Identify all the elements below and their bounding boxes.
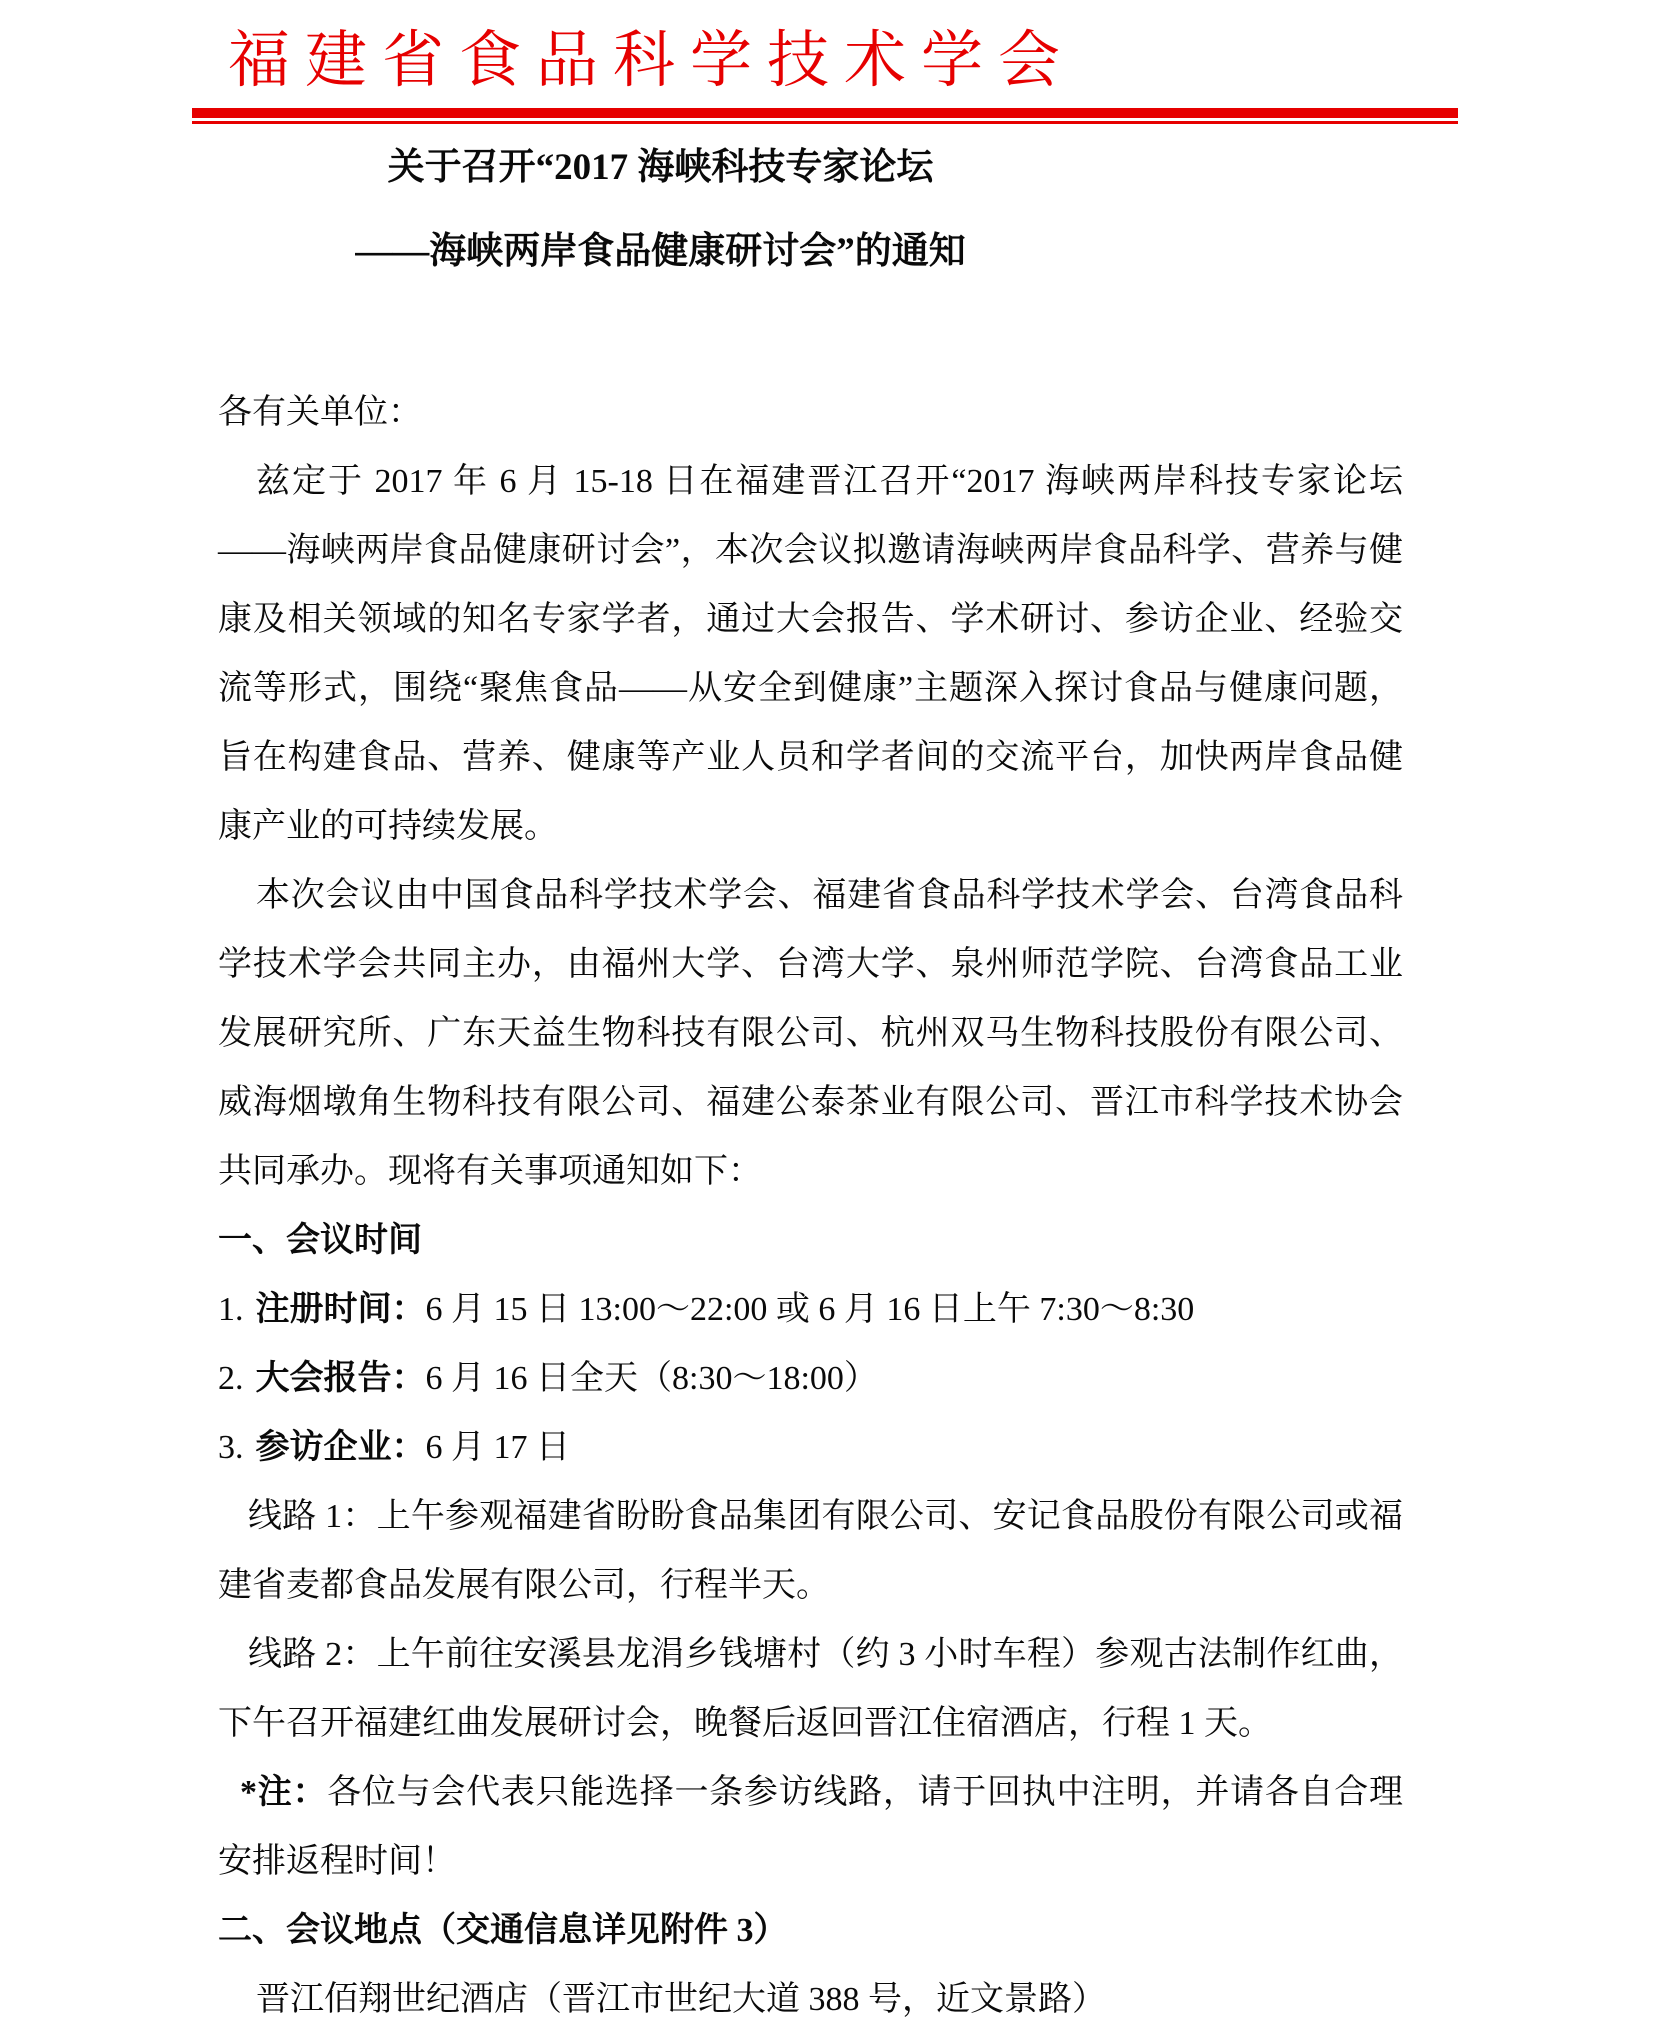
schedule-item-registration [218,1275,1403,1344]
item-value: 6 月 16 日全天（8:30～18:00） [425,1360,878,1397]
intro-paragraph: 兹定于 2017 年 6 月 15-18 日在福建晋江召开“2017 海峡两岸科技专家论坛——海峡两岸食品健康研讨会”，本次会议拟邀请海峡两岸食品科学、营养与健康及相关领域的知名专家学者，通过大会报告、学术研讨、参访企业、经验交流等形式，围绕“聚焦食品——从安全到健康”主题深入探讨食品与健康问题，旨在构建食品、营养、健康等产业人员和学者间的交流平台，加快两岸食品健康产业的可持续发展。 [218,463,1403,845]
note-paragraph [218,1758,1403,1896]
document-title [218,146,1103,274]
item-number: 2. [218,1360,244,1397]
item-label: 参访企业： [255,1429,426,1466]
route2-paragraph: 线路 2：上午前往安溪县龙涓乡钱塘村（约 3 小时车程）参观古法制作红曲，下午召开福建红曲发展研讨会，晚餐后返回晋江住宿酒店，行程 1 天。 [218,1636,1403,1742]
section1-heading: 一、会议时间 [218,1222,422,1259]
document-title-line2: ——海峡两岸食品健康研讨会”的通知 [355,231,966,272]
organization-name: 福建省食品科学技术学会 [228,27,1076,95]
schedule-item-visits [218,1413,1403,1482]
red-rule-thick [192,108,1458,118]
document-title-line1: 关于召开“2017 海峡科技专家论坛 [387,147,934,188]
note-text: 各位与会代表只能选择一条参访线路，请于回执中注明，并请各自合理安排返程时间！ [218,1774,1404,1880]
section2-heading: 二、会议地点（交通信息详见附件 3） [218,1912,788,1949]
item-number: 3. [218,1429,244,1466]
venue-line: 晋江佰翔世纪酒店（晋江市世纪大道 388 号，近文景路） [256,1981,1106,2018]
item-value: 6 月 17 日 [425,1429,570,1466]
red-rule-thin [192,121,1458,124]
schedule-item-reports [218,1344,1403,1413]
letterhead [218,28,1403,124]
letterhead-divider [192,108,1458,124]
salutation: 各有关单位： [218,394,422,431]
document-body [218,378,1403,2034]
note-label: *注： [240,1774,328,1811]
route1-paragraph: 线路 1：上午参观福建省盼盼食品集团有限公司、安记食品股份有限公司或福建省麦都食品发展有限公司，行程半天。 [218,1498,1403,1604]
page-content [0,28,1653,2034]
item-value: 6 月 15 日 13:00～22:00 或 6 月 16 日上午 7:30～8:30 [425,1291,1195,1328]
item-label: 注册时间： [255,1291,426,1328]
organizers-paragraph: 本次会议由中国食品科学技术学会、福建省食品科学技术学会、台湾食品科学技术学会共同主办，由福州大学、台湾大学、泉州师范学院、台湾食品工业发展研究所、广东天益生物科技有限公司、杭州双马生物科技股份有限公司、威海烟墩角生物科技有限公司、福建公泰茶业有限公司、晋江市科学技术协会共同承办。现将有关事项通知如下： [218,877,1403,1190]
item-number: 1. [218,1291,244,1328]
item-label: 大会报告： [255,1360,426,1397]
